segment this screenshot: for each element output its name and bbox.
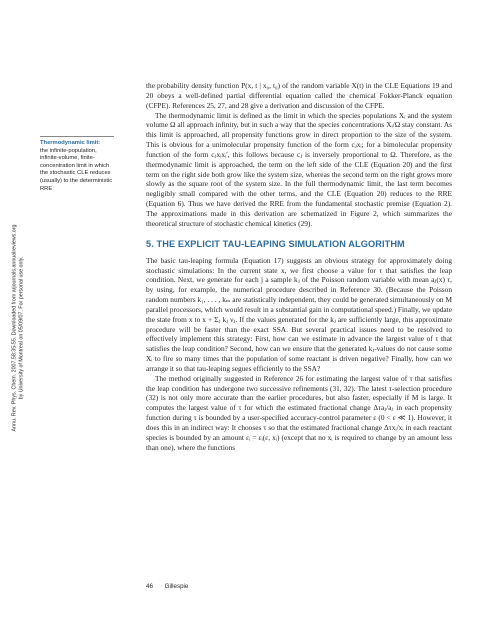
section-heading: 5. THE EXPLICIT TAU-LEAPING SIMULATION ALGORITHM <box>146 238 405 249</box>
paragraph: the probability density function P(x, t | x₀, t₀) of the random variable X(t) in the CLE Equations 19 and 20 obeys a well-defined partial differential equation called the chemical Fokker-Planck equation (CFPE). References 25, 27, and 28 give a derivation and discussion of the CFPE. <box>146 81 452 110</box>
margin-definition-rule <box>40 136 114 137</box>
paragraph: The method originally suggested in Reference 26 for estimating the largest value of τ that satisfies the leap condition has undergone two successive refinements (31, 32). The latest τ-selection procedure (32) is not only more accurate than the earlier procedures, but also faster, especially if M is large. It computes the largest value of τ for which the estimated fractional change Δτaⱼ/aⱼ in each propensity function during τ is bounded by a user-specified accuracy-control parameter ε (0 < ε ≪ 1). However, it does this in an indirect way: It chooses τ so that the estimated fractional change Δτxᵢ/xᵢ in each reactant species is bounded by an amount εᵢ = εᵢ(ε, xᵢ) (except that no xᵢ is required to change by an amount less than one), where the functions <box>146 373 452 452</box>
margin-definition-title: Thermodynamic limit: <box>40 140 101 146</box>
margin-definition-text: the infinite-population, infinite-volume, finite-concentration limit in which the stochastic CLE reduces (usually) to the deterministic RRE <box>40 147 113 192</box>
page-number: 46 <box>146 583 153 590</box>
download-notice-line-2: by University of Montreal on 05/09/07. For personal use only. <box>18 256 25 399</box>
download-notice-line-1: Annu. Rev. Phys. Chem. 2007.58:35-55. Downloaded from arjournals.annualreviews.org <box>11 224 18 431</box>
paragraph: The basic tau-leaping formula (Equation 17) suggests an obvious strategy for approximately doing stochastic simulations: In the current state x, we first choose a value for τ that satisfies the leap condition. Next, we generate for each j a sample kⱼ of the Poisson random variable with mean aⱼ(x) τ, by using, for example, the numerical procedure described in Reference 30. (Because the Poisson random numbers k₁, . . . , kₘ are statistically independent, they could be generated simultaneously on M parallel processors, which would result in a substantial gain in computational speed.) Finally, we update the state from x to x + Σⱼ kⱼ νⱼ. If the values generated for the kⱼ are sufficiently large, this approximate procedure will be faster than the exact SSA. But several practical issues need to be resolved to effectively implement this strategy: First, how can we estimate in advance the largest value of τ that satisfies the leap condition? Second, how can we ensure that the generated kⱼ-values do not cause some Xᵢ to fire so many times that the population of some reactant is driven negative? Finally, how can we arrange it so that tau-leaping segues efficiently to the SSA? <box>146 255 452 373</box>
main-text-column <box>146 81 452 453</box>
download-notice <box>6 200 30 455</box>
running-author: Gillespie <box>164 583 189 590</box>
page-footer <box>146 583 188 590</box>
margin-definition <box>40 136 114 193</box>
paragraph: The thermodynamic limit is defined as the limit in which the species populations Xᵢ and the system volume Ω all approach infinity, but in such a way that the species concentrations Xᵢ/Ω stay constant. As this limit is approached, all propensity functions grow in direct proportion to the size of the system. This is obvious for a unimolecular propensity function of the form cⱼxᵢ; for a bimolecular propensity function of the form cⱼxᵢxᵢ′, this follows because cⱼ is inversely proportional to Ω. Therefore, as the thermodynamic limit is approached, the term on the left side of the CLE (Equation 20) and the first term on the right side both grow like the system size, whereas the second term on the right grows more slowly as the square root of the system size. In the full thermodynamic limit, the last term becomes negligibly small compared with the other terms, and the CLE (Equation 20) reduces to the RRE (Equation 6). Thus we have derived the RRE from the fundamental stochastic premise (Equation 2). The approximations made in this derivation are schematized in Figure 2, which summarizes the theoretical structure of stochastic chemical kinetics (29). <box>146 110 452 228</box>
